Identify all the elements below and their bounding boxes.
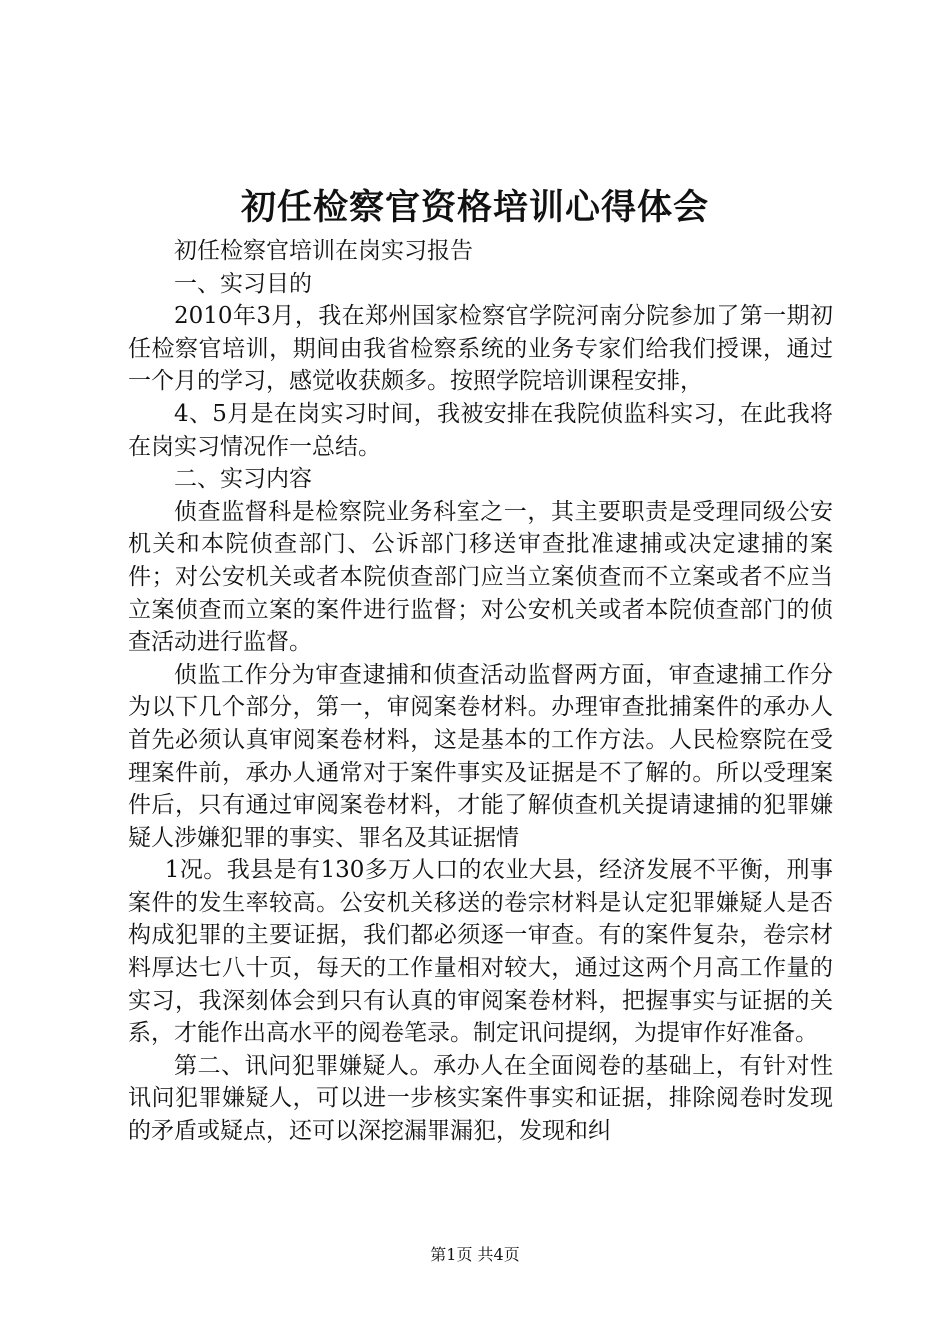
document-title: 初任检察官资格培训心得体会	[240, 187, 709, 228]
paragraph: 侦查监督科是检察院业务科室之一，其主要职责是受理同级公安机关和本院侦查部门、公诉部门移送审查批准逮捕或决定逮捕的案件；对公安机关或者本院侦查部门应当立案侦查而不立案或者不应当立案侦查而立案的案件进行监督；对公安机关或者本院侦查部门的侦查活动进行监督。	[128, 498, 833, 656]
section-heading-purpose: 一、实习目的	[174, 270, 312, 297]
paragraph: 1况。我县是有130多万人口的农业大县，经济发展不平衡，刑事案件的发生率较高。公安机关移送的卷宗材料是认定犯罪嫌疑人是否构成犯罪的主要证据，我们都必须逐一审查。有的案件复杂，卷宗材料厚达七八十页，每天的工作量相对较大，通过这两个月高工作量的实习，我深刻体会到只有认真的审阅案卷材料，把握事实与证据的关系，才能作出高水平的阅卷笔录。制定讯问提纲，为提审作好准备。	[128, 857, 833, 1047]
paragraph: 第二、讯问犯罪嫌疑人。承办人在全面阅卷的基础上，有针对性讯问犯罪嫌疑人，可以进一步核实案件事实和证据，排除阅卷时发现的矛盾或疑点，还可以深挖漏罪漏犯，发现和纠	[128, 1052, 833, 1145]
paragraph-subtitle: 初任检察官培训在岗实习报告	[174, 238, 473, 264]
section-heading-content: 二、实习内容	[174, 466, 312, 493]
paragraph: 4、5月是在岗实习时间，我被安排在我院侦监科实习，在此我将在岗实习情况作一总结。	[128, 400, 833, 460]
page-footer: 第1页 共4页	[430, 1245, 520, 1264]
paragraph: 2010年3月，我在郑州国家检察官学院河南分院参加了第一期初任检察官培训，期间由我省检察系统的业务专家们给我们授课，通过一个月的学习，感觉收获颇多。按照学院培训课程安排，	[128, 303, 833, 395]
document-body	[128, 235, 833, 1148]
paragraph: 侦监工作分为审查逮捕和侦查活动监督两方面，审查逮捕工作分为以下几个部分，第一，审阅案卷材料。办理审查批捕案件的承办人首先必须认真审阅案卷材料，这是基本的工作方法。人民检察院在受理案件前，承办人通常对于案件事实及证据是不了解的。所以受理案件后，只有通过审阅案卷材料，才能了解侦查机关提请逮捕的犯罪嫌疑人涉嫌犯罪的事实、罪名及其证据情	[128, 661, 833, 851]
